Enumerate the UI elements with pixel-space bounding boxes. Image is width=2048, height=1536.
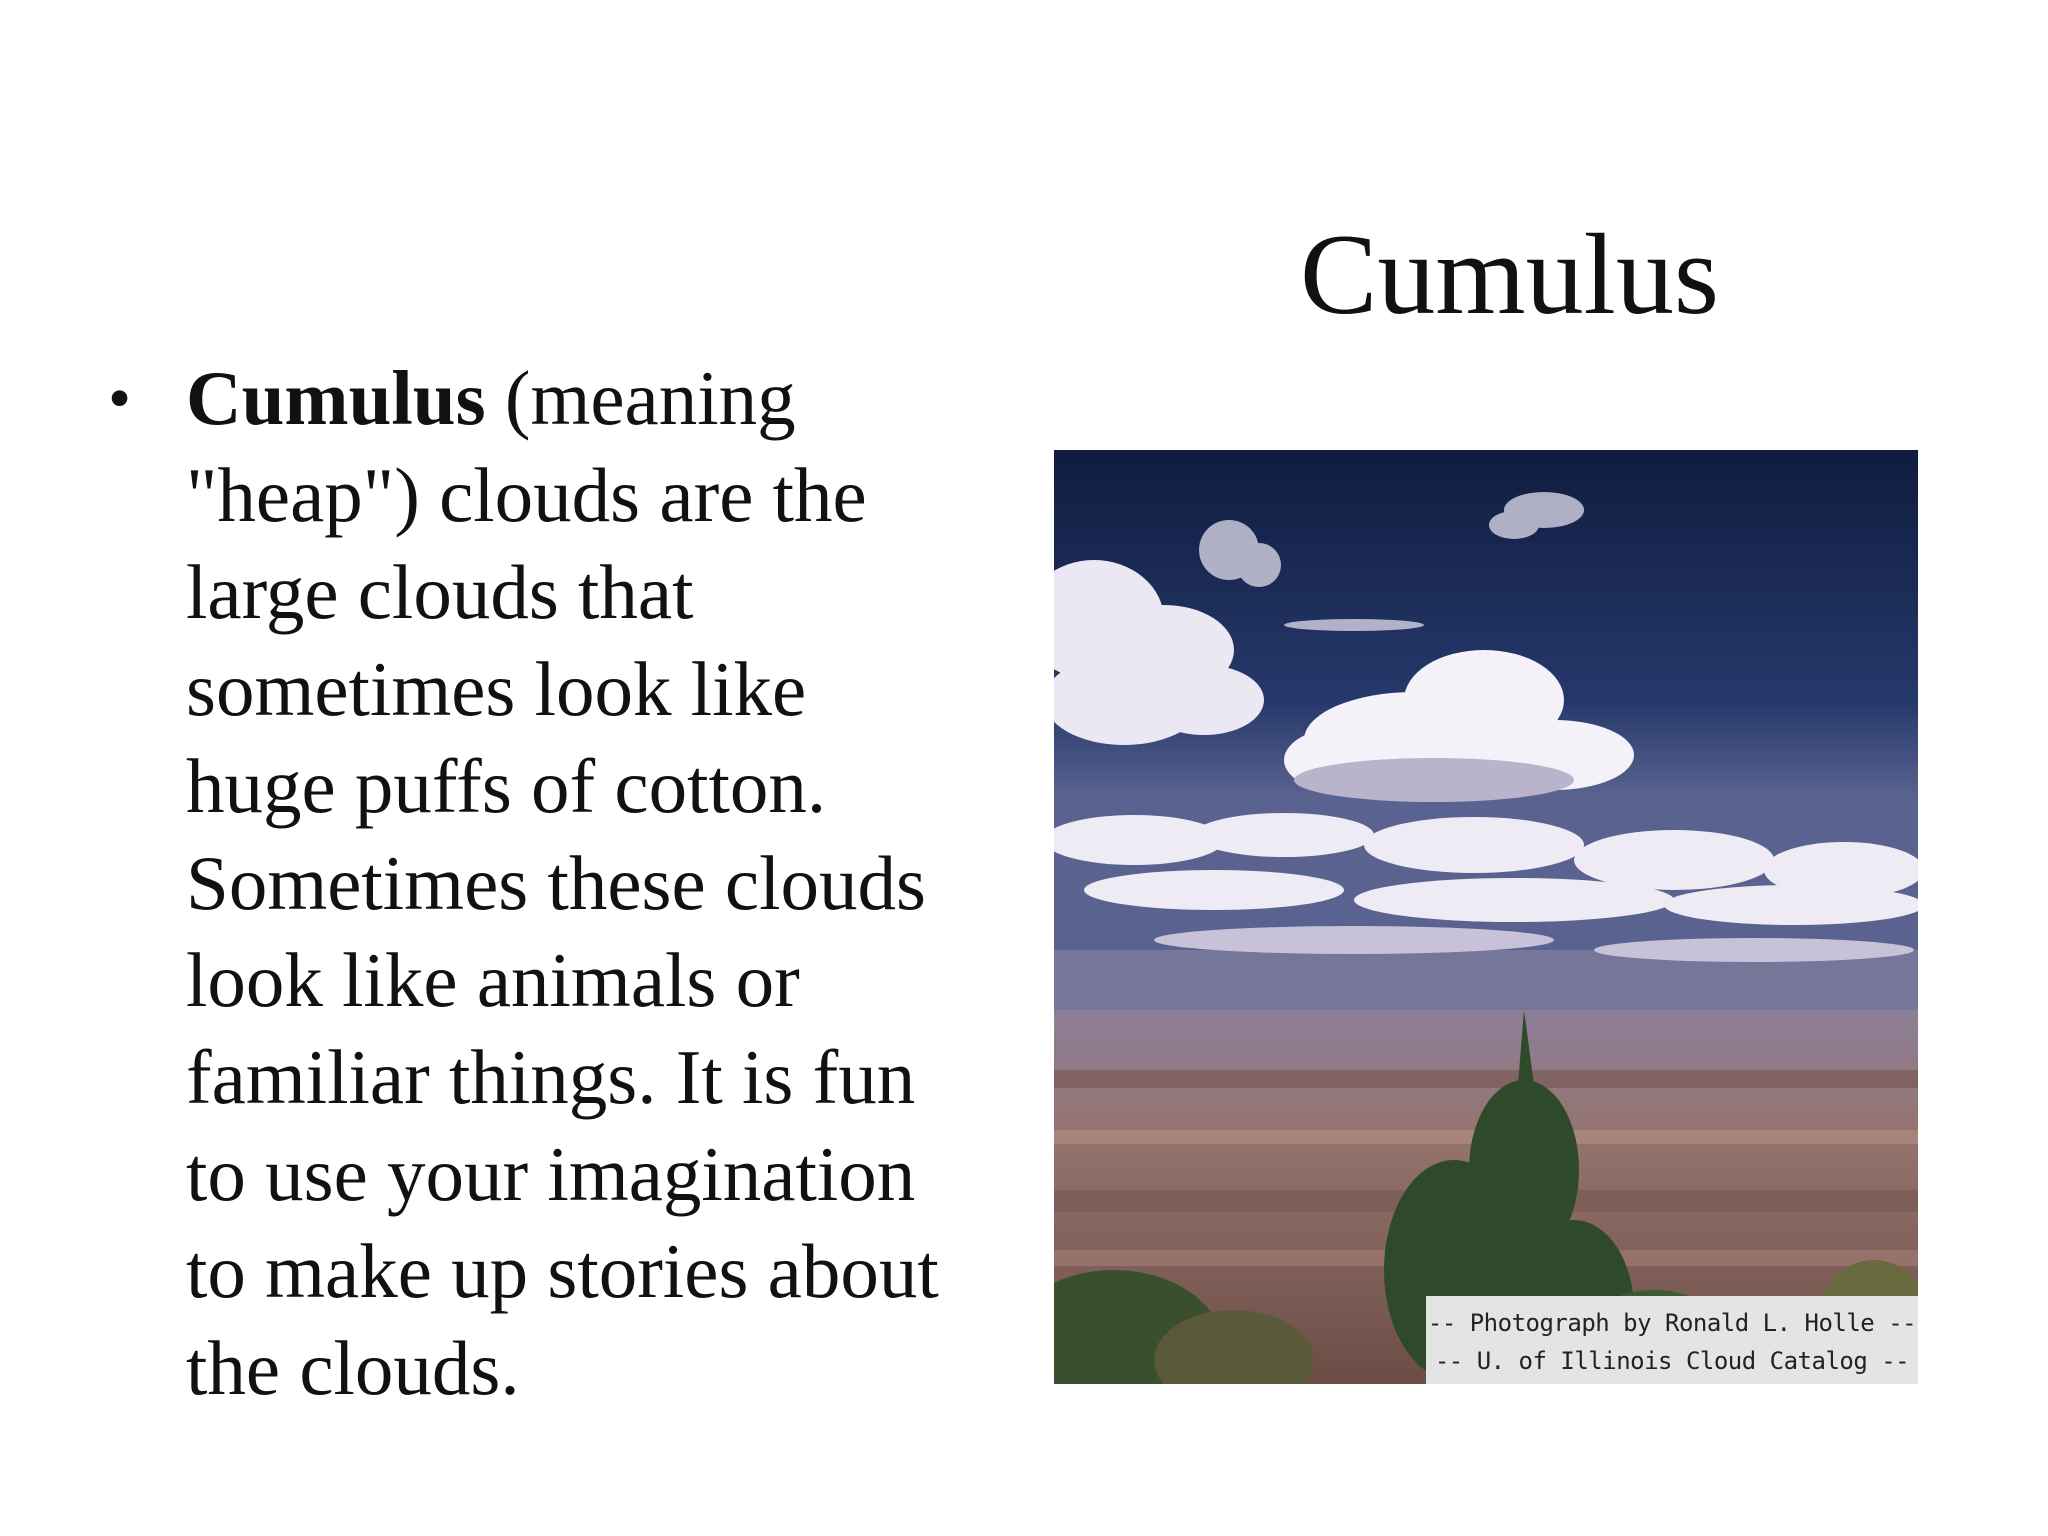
bullet-line: sometimes look like (186, 646, 807, 732)
bullet-line (186, 350, 1000, 447)
bullet-text (186, 350, 1000, 1417)
photo-caption-source: -- U. of Illinois Cloud Catalog -- (1434, 1347, 1910, 1375)
bullet-line: large clouds that (186, 549, 694, 635)
bullet-line: look like animals or (186, 937, 800, 1023)
bold-term: Cumulus (186, 355, 486, 441)
bullet-line: the clouds. (186, 1325, 520, 1411)
bullet-line: "heap") clouds are the (186, 452, 867, 538)
cumulus-photo (1054, 450, 1918, 1384)
bullet-line: Sometimes these clouds (186, 840, 926, 926)
bullet-list (100, 350, 1000, 1417)
bullet-line: huge puffs of cotton. (186, 743, 827, 829)
bullet-item (100, 350, 1000, 1417)
bullet-line: to make up stories about (186, 1228, 939, 1314)
photo-caption (1426, 1296, 1918, 1384)
bullet-dot-icon: • (108, 362, 132, 435)
photo-caption-credit: -- Photograph by Ronald L. Holle -- (1427, 1309, 1917, 1337)
slide-title: Cumulus (1300, 211, 1719, 339)
cumulus-photo-illustration (1054, 450, 1918, 1384)
bullet-line-text: (meaning (485, 355, 796, 441)
bullet-line: to use your imagination (186, 1131, 916, 1217)
bullet-line: familiar things. It is fun (186, 1034, 916, 1120)
